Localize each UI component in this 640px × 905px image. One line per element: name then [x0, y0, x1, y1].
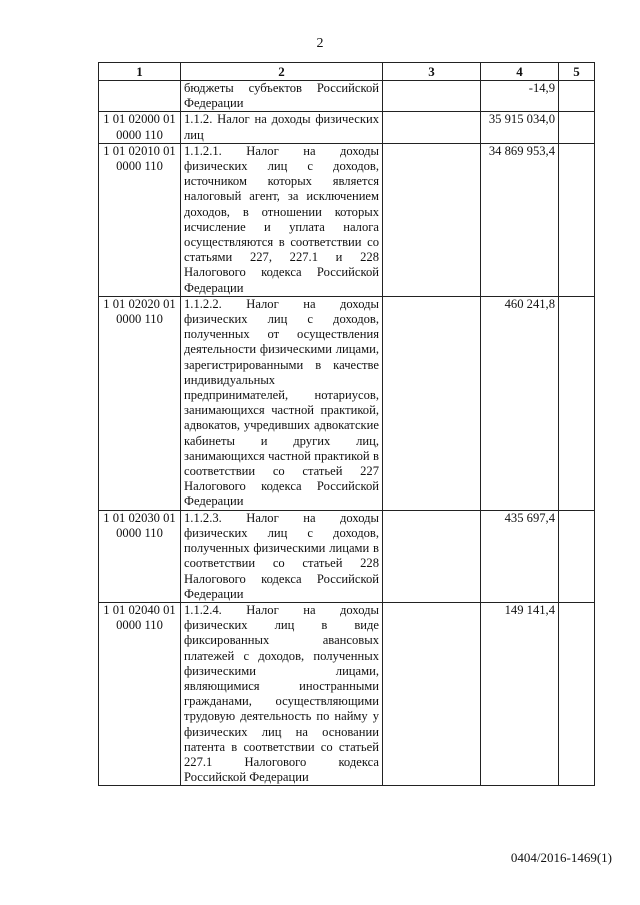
- column-header-4: 4: [481, 63, 559, 81]
- amount: 35 915 034,0: [481, 112, 559, 143]
- amount: 435 697,4: [481, 510, 559, 602]
- column-3-cell: [383, 602, 481, 785]
- item-name: 1.1.2. Налог на доходы физических лиц: [181, 112, 383, 143]
- item-name: бюджеты субъектов Российской Федерации: [181, 81, 383, 112]
- column-header-2: 2: [181, 63, 383, 81]
- table-row: [99, 510, 595, 602]
- table-row: [99, 112, 595, 143]
- budget-table: [98, 62, 595, 786]
- table-row: [99, 296, 595, 510]
- table-row: [99, 602, 595, 785]
- budget-code: 1 01 02030 01 0000 110: [99, 510, 181, 602]
- item-name: 1.1.2.4. Налог на доходы физических лиц в виде фиксированных авансовых платежей с доходов, полученных физическими лицами, являющимися иностранными гражданами, осуществляющими трудовую деятельность по найму у физических лиц на основании патента в соответствии со статьей 227.1 Налогового кодекса Российской Федерации: [181, 602, 383, 785]
- budget-code: [99, 81, 181, 112]
- column-3-cell: [383, 296, 481, 510]
- table-row: [99, 81, 595, 112]
- item-name: 1.1.2.3. Налог на доходы физических лиц с доходов, полученных физическими лицами в соответствии со статьей 228 Налогового кодекса Российской Федерации: [181, 510, 383, 602]
- column-header-3: 3: [383, 63, 481, 81]
- column-header-1: 1: [99, 63, 181, 81]
- amount: 460 241,8: [481, 296, 559, 510]
- column-3-cell: [383, 81, 481, 112]
- column-5-cell: [559, 112, 595, 143]
- item-name: 1.1.2.2. Налог на доходы физических лиц с доходов, полученных от осуществления деятельности физическими лицами, зарегистрированными в качестве индивидуальных предпринимателей, нотариусов, занимающихся частной практикой, адвокатов, учредивших адвокатские кабинеты и других лиц, занимающихся частной практикой в соответствии со статьей 227 Налогового кодекса Российской Федерации: [181, 296, 383, 510]
- column-5-cell: [559, 510, 595, 602]
- amount: 34 869 953,4: [481, 143, 559, 296]
- column-3-cell: [383, 510, 481, 602]
- amount: -14,9: [481, 81, 559, 112]
- item-name: 1.1.2.1. Налог на доходы физических лиц с доходов, источником которых является налоговый агент, за исключением доходов, в отношении которых исчисление и уплата налога осуществляются в соответствии со статьями 227, 227.1 и 228 Налогового кодекса Российской Федерации: [181, 143, 383, 296]
- column-5-cell: [559, 602, 595, 785]
- column-5-cell: [559, 81, 595, 112]
- column-3-cell: [383, 112, 481, 143]
- table-header-row: [99, 63, 595, 81]
- budget-code: 1 01 02000 01 0000 110: [99, 112, 181, 143]
- column-header-5: 5: [559, 63, 595, 81]
- amount: 149 141,4: [481, 602, 559, 785]
- column-3-cell: [383, 143, 481, 296]
- document-id: 0404/2016-1469(1): [510, 850, 612, 865]
- column-5-cell: [559, 296, 595, 510]
- column-5-cell: [559, 143, 595, 296]
- budget-code: 1 01 02020 01 0000 110: [99, 296, 181, 510]
- table-row: [99, 143, 595, 296]
- budget-code: 1 01 02040 01 0000 110: [99, 602, 181, 785]
- page-number: 2: [316, 36, 324, 51]
- budget-code: 1 01 02010 01 0000 110: [99, 143, 181, 296]
